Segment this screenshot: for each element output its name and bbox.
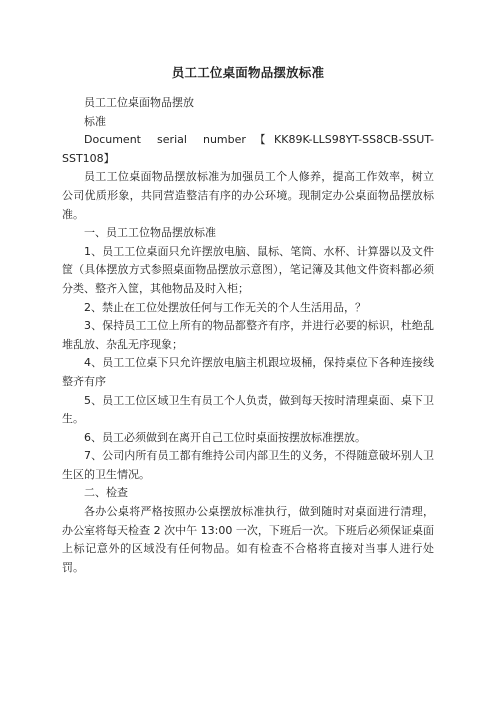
rule-item-4: 4、员工工位桌下只允许摆放电脑主机跟垃圾桶，保持桌位下各种连接线整齐有序 — [62, 356, 434, 388]
section-heading-2: 二、检查 — [84, 486, 128, 500]
rule-item-2: 2、禁止在工位处摆放任何与工作无关的个人生活用品，？ — [84, 300, 366, 314]
rule-item-3: 3、保持员工工位上所有的物品都整齐有序，并进行必要的标识，杜绝乱堆乱放、杂乱无序现象； — [62, 319, 434, 351]
rule-item-6: 6、员工必须做到在离开自己工位时桌面按摆放标准摆放。 — [84, 430, 366, 444]
rule-item-7: 7、公司内所有员工都有维持公司内部卫生的义务，不得随意破坏别人卫生区的卫生情况。 — [62, 449, 434, 481]
paragraph-heading-line-2: 标准 — [84, 114, 106, 128]
section-heading-1: 一、员工工位物品摆放标准 — [84, 226, 216, 240]
document-serial-number: Document serial number【KK89K-LLS98YT-SS8CB-SSUT-SST108】 — [62, 133, 434, 165]
paragraph-heading-line-1: 员工工位桌面物品摆放 — [84, 96, 194, 109]
rule-item-1: 1、员工工位桌面只允许摆放电脑、鼠标、笔筒、水杯、计算器以及文件筐（具体摆放方式参照桌面物品摆放示意图），笔记簿及其他文件资料都必须分类、整齐入筐，其他物品及时入柜； — [62, 244, 434, 295]
paragraph-intro: 员工工位桌面物品摆放标准为加强员工个人修养，提高工作效率，树立公司优质形象，共同营造整洁有序的办公环境。现制定办公桌面物品摆放标准。 — [62, 170, 434, 221]
paragraph-inspection: 各办公桌将严格按照办公桌摆放标准执行，做到随时对桌面进行清理，办公室将每天检查 2 次中午 13:00 一次，下班后一次。下班后必须保证桌面上标记意外的区域没有任何物品。如有检查不合格将直接对当事人进行处罚。 — [62, 505, 434, 574]
document-body — [62, 94, 434, 577]
document-title: 员工工位桌面物品摆放标准 — [171, 65, 325, 80]
rule-item-5: 5、员工工位区域卫生有员工个人负责，做到每天按时清理桌面、桌下卫生。 — [62, 393, 434, 426]
